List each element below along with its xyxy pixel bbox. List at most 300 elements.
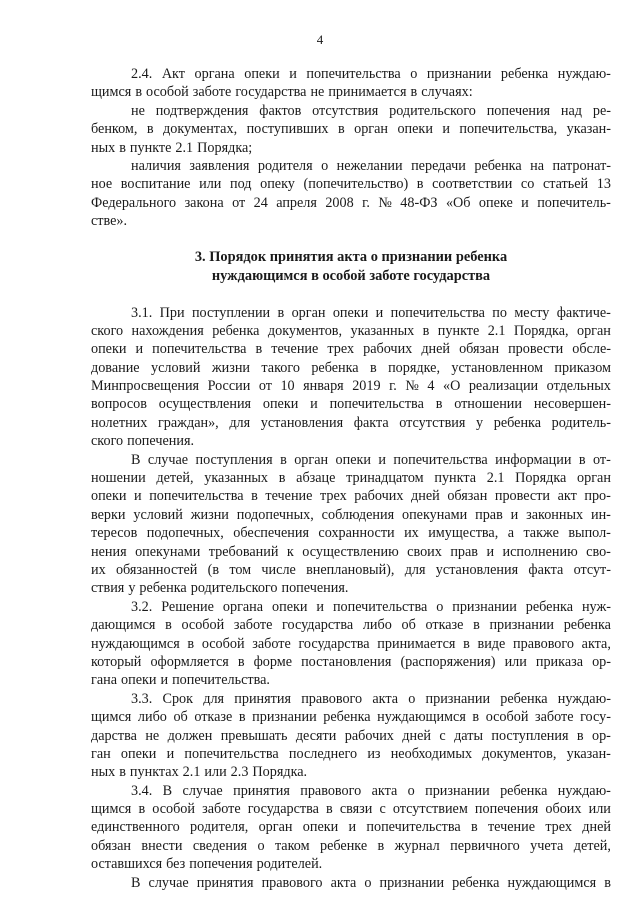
text-line xyxy=(91,800,611,818)
word: с xyxy=(439,727,446,744)
word: в xyxy=(416,176,424,193)
word: месту xyxy=(514,304,550,321)
word: передачи xyxy=(411,157,466,174)
text-line xyxy=(91,671,611,689)
word: попечительства xyxy=(149,488,244,505)
word: в xyxy=(251,488,258,505)
word: указан- xyxy=(566,121,611,138)
word: в xyxy=(277,304,285,321)
word: осуществлению xyxy=(302,543,399,560)
word: и xyxy=(348,819,357,836)
word: и xyxy=(160,672,169,689)
text-line xyxy=(91,304,611,322)
word: со xyxy=(520,176,535,193)
word: ского xyxy=(91,322,124,339)
word: о xyxy=(408,690,416,707)
word: осуществления xyxy=(158,396,252,413)
text-line xyxy=(91,65,611,83)
word: признании xyxy=(489,617,555,634)
page-number: 4 xyxy=(316,32,324,47)
word: сохранности xyxy=(318,525,395,542)
word: 3.3. xyxy=(131,690,153,707)
word: поступления xyxy=(195,451,273,468)
word: прав xyxy=(450,543,479,560)
word: тересов xyxy=(91,525,138,542)
paragraph xyxy=(91,102,611,157)
word: в xyxy=(370,359,377,376)
word: пункта xyxy=(434,470,477,487)
word: опеки xyxy=(397,121,433,138)
word: 2.4. xyxy=(131,66,153,82)
text-line xyxy=(91,212,611,230)
word: или xyxy=(199,176,222,193)
word: ношении xyxy=(91,470,146,487)
word: опеки xyxy=(91,341,127,358)
word: или xyxy=(588,801,611,818)
word: прав xyxy=(475,506,503,523)
word: Порядка; xyxy=(197,139,253,156)
word: у xyxy=(476,414,484,431)
word: дающимся xyxy=(91,617,156,634)
word: сведения xyxy=(192,837,248,854)
word: органа xyxy=(194,66,235,82)
word: случае xyxy=(182,782,223,799)
word: в xyxy=(238,709,246,726)
word: пунктах xyxy=(129,764,179,781)
paragraph xyxy=(91,782,611,874)
word: нахождения xyxy=(131,322,204,339)
word: попечительства xyxy=(306,66,401,82)
word: (попечительство) xyxy=(303,176,409,193)
word: 2.1 xyxy=(486,470,505,487)
word: условий xyxy=(133,506,183,523)
word: опеке xyxy=(478,194,513,211)
word: орган xyxy=(258,819,293,836)
word: от xyxy=(232,194,246,211)
word: единственного xyxy=(91,819,180,836)
word: ор- xyxy=(591,727,611,744)
word: признании xyxy=(252,709,317,726)
word: ствия xyxy=(91,580,125,597)
word: журнал xyxy=(394,837,440,854)
paragraph xyxy=(91,157,611,231)
word: ребенка xyxy=(563,617,611,634)
word: № xyxy=(378,194,392,211)
word: ребенка xyxy=(525,598,574,615)
word: установления xyxy=(260,414,344,431)
word: в xyxy=(435,396,443,413)
word: в xyxy=(237,653,245,670)
word: № xyxy=(405,378,419,395)
word: отдельных xyxy=(546,378,611,395)
word: оформляется xyxy=(150,653,229,670)
word: акта, xyxy=(581,635,611,652)
word: десяти xyxy=(295,727,337,744)
word: не xyxy=(131,102,145,119)
word: ор- xyxy=(592,653,611,670)
word: ин- xyxy=(591,506,611,523)
text-line xyxy=(91,579,611,597)
word: тринадцатом xyxy=(346,470,424,487)
word: ребенке xyxy=(319,837,368,854)
word: в xyxy=(280,451,287,468)
word: воспитание xyxy=(120,176,191,193)
text-line xyxy=(91,487,611,505)
word: провести xyxy=(508,341,564,358)
word: внеплановый), xyxy=(306,561,395,578)
word: и xyxy=(316,598,325,615)
text-line xyxy=(91,102,611,120)
word: родителя, xyxy=(190,819,249,836)
word: 48-ФЗ xyxy=(400,194,438,211)
word: их xyxy=(404,525,419,542)
heading-line: нуждающимся в особой заботе государства xyxy=(211,267,491,284)
word: признании xyxy=(425,690,491,707)
word: верки xyxy=(91,506,126,523)
word: в xyxy=(410,84,418,101)
word: 2.3 xyxy=(230,764,249,781)
word: рабочих xyxy=(363,341,413,358)
paragraph xyxy=(91,304,611,451)
word: не xyxy=(310,84,325,101)
word: 3.4. xyxy=(131,782,153,799)
word: в xyxy=(138,801,146,818)
word: признании xyxy=(452,598,517,615)
word: с xyxy=(379,801,386,818)
word: течение xyxy=(265,488,313,505)
word: ребенка xyxy=(500,690,548,707)
word: опеки xyxy=(332,304,369,321)
text-line xyxy=(91,598,611,616)
word: приказа xyxy=(535,653,584,670)
paragraph xyxy=(91,598,611,690)
word: орган xyxy=(576,322,611,339)
word: и xyxy=(521,194,529,211)
word: родитель- xyxy=(551,414,611,431)
text-line xyxy=(91,745,611,763)
word: принимается xyxy=(328,84,407,101)
word: пункте xyxy=(437,322,480,339)
word: опеки xyxy=(262,396,299,413)
word: нуждаю- xyxy=(557,690,611,707)
word: опекунами xyxy=(402,506,468,523)
word: щимся xyxy=(91,801,132,818)
word: Порядка xyxy=(515,470,567,487)
word: превышать xyxy=(220,727,288,744)
section-heading xyxy=(91,248,611,286)
word: акт xyxy=(557,488,577,505)
word: особой xyxy=(181,617,225,634)
text-line xyxy=(91,727,611,745)
word: ребенка xyxy=(311,359,359,376)
word: патронат- xyxy=(552,157,611,174)
word: рабочих xyxy=(354,488,404,505)
text-line xyxy=(91,524,611,542)
word: оставшихся xyxy=(91,856,163,873)
word: попечения xyxy=(486,102,551,119)
word: реализации xyxy=(468,378,539,395)
word: Срок xyxy=(162,690,194,707)
word: для xyxy=(404,561,426,578)
text-line xyxy=(91,635,611,653)
word: ребенка xyxy=(452,874,500,891)
word: о xyxy=(364,874,372,891)
word: отсутствия xyxy=(312,102,379,119)
word: в xyxy=(165,617,172,634)
word: признании xyxy=(379,874,445,891)
word: или xyxy=(504,653,527,670)
word: опеки xyxy=(272,598,308,615)
word: государства xyxy=(298,635,370,652)
word: дование xyxy=(91,359,140,376)
word: несовершен- xyxy=(533,396,611,413)
word: правового xyxy=(261,874,323,891)
word: о xyxy=(410,66,418,82)
word: (в xyxy=(207,561,220,578)
document-body xyxy=(91,65,611,892)
word: органа xyxy=(222,598,264,615)
text-line xyxy=(91,139,611,157)
word: пункте xyxy=(129,139,172,156)
word: факта xyxy=(353,414,389,431)
word: 2019 xyxy=(352,378,381,395)
word: опеки xyxy=(244,66,280,82)
word: требований xyxy=(208,543,279,560)
word: признании xyxy=(426,66,492,82)
word: Федерального xyxy=(91,194,177,211)
word: ре- xyxy=(592,102,611,119)
word: и xyxy=(310,396,318,413)
word: правового xyxy=(301,690,363,707)
word: который xyxy=(91,653,142,670)
word: трех xyxy=(327,341,355,358)
word: исполнению xyxy=(502,543,578,560)
text-line xyxy=(91,395,611,413)
text-line xyxy=(91,653,611,671)
word: у xyxy=(128,580,136,597)
word: о xyxy=(321,157,329,174)
text-line xyxy=(91,690,611,708)
word: щимся xyxy=(91,84,132,101)
text-line xyxy=(91,359,611,377)
text-line xyxy=(91,874,611,892)
word: учета xyxy=(530,837,564,854)
word: об xyxy=(401,617,416,634)
word: попечительства xyxy=(332,598,428,615)
word: особой xyxy=(146,84,189,101)
text-line xyxy=(91,157,611,175)
text-line xyxy=(91,83,611,101)
word: для xyxy=(203,690,225,707)
word: заботе xyxy=(233,617,273,634)
word: над xyxy=(560,102,583,119)
word: документов, xyxy=(482,745,557,762)
word: Минпросвещения xyxy=(91,378,200,395)
word: попечительства. xyxy=(172,672,270,689)
word: соблюдения xyxy=(321,506,395,523)
word: Порядка, xyxy=(513,322,569,339)
word: имущества, xyxy=(428,525,499,542)
word: фактов xyxy=(259,102,302,119)
word: ребенка xyxy=(493,414,542,431)
word: к xyxy=(286,543,294,560)
word: 24 xyxy=(253,194,268,211)
word: в xyxy=(473,617,480,634)
word: таком xyxy=(274,837,310,854)
word: подопечных, xyxy=(146,525,224,542)
word: попечительства xyxy=(184,745,279,762)
text-line xyxy=(91,616,611,634)
word: опеки xyxy=(335,451,371,468)
word: апреля xyxy=(276,194,317,211)
word: отказе xyxy=(194,709,233,726)
word: установленном xyxy=(451,359,544,376)
word: опеки xyxy=(121,672,157,689)
word: в xyxy=(119,764,126,781)
text-line xyxy=(91,855,611,873)
paragraph xyxy=(91,874,611,892)
word: правового xyxy=(513,635,574,652)
word: внести xyxy=(141,837,183,854)
word: обеспечения xyxy=(233,525,309,542)
word: попечительства xyxy=(393,451,488,468)
word: орган xyxy=(291,304,326,321)
word: рабочих xyxy=(344,727,394,744)
word: жизни xyxy=(190,506,229,523)
word: закона xyxy=(184,194,224,211)
word: обязан xyxy=(91,837,131,854)
text-line xyxy=(91,432,611,450)
word: в xyxy=(187,635,195,652)
word: в xyxy=(326,801,333,818)
word: и xyxy=(375,304,384,321)
word: 2008 xyxy=(325,194,354,211)
word: ган xyxy=(91,745,111,762)
word: в xyxy=(576,727,584,744)
word: орган xyxy=(354,121,388,138)
word: попечения xyxy=(189,856,253,873)
word: опеки xyxy=(91,488,127,505)
word: дней xyxy=(402,727,431,744)
text-line xyxy=(91,506,611,524)
heading-line: 3. Порядок принятия акта о признании ребенка xyxy=(194,248,508,265)
word: о xyxy=(436,598,444,615)
word: государства xyxy=(247,801,319,818)
word: течение xyxy=(271,341,319,358)
word: 2.1 xyxy=(182,764,201,781)
word: нения xyxy=(91,543,127,560)
word: от xyxy=(258,378,272,395)
word: г. xyxy=(362,194,370,211)
word: ребенка xyxy=(212,322,260,339)
word: в xyxy=(578,451,586,468)
text-line xyxy=(91,175,611,193)
word: принятия xyxy=(233,782,290,799)
word: документах, xyxy=(163,121,238,138)
word: и xyxy=(442,121,450,138)
text-line xyxy=(91,194,611,212)
word: попечительства xyxy=(366,819,461,836)
word: дней xyxy=(421,341,451,358)
word: 2.1 xyxy=(487,322,506,339)
text-line xyxy=(91,763,611,781)
text-line xyxy=(91,561,611,579)
word: государства xyxy=(235,84,307,101)
word: выпол- xyxy=(568,525,611,542)
word: виде xyxy=(477,635,506,652)
word: указанных xyxy=(350,322,415,339)
word: щимся xyxy=(91,709,132,726)
word: 4 xyxy=(427,378,435,395)
word: заявления xyxy=(189,157,250,174)
word: законных xyxy=(526,506,584,523)
word: трех xyxy=(320,488,347,505)
word: акта xyxy=(330,874,357,891)
word: ребенка xyxy=(323,709,371,726)
word: 13 xyxy=(596,176,611,193)
word: наличия xyxy=(131,157,181,174)
word: течение xyxy=(487,819,536,836)
word: и xyxy=(378,451,386,468)
word: попечительства xyxy=(329,396,424,413)
word: в xyxy=(278,470,286,487)
word: числе xyxy=(261,561,296,578)
word: в xyxy=(337,121,345,138)
word: также xyxy=(523,525,559,542)
word: случаях: xyxy=(421,84,473,101)
word: стве». xyxy=(91,213,128,230)
word: форме xyxy=(253,653,293,670)
word: нолетних xyxy=(91,414,148,431)
text-line xyxy=(91,543,611,561)
word: опекунами xyxy=(135,543,201,560)
word: поступления xyxy=(491,727,569,744)
word: должен xyxy=(167,727,213,744)
word: признании xyxy=(425,782,490,799)
word: нуж- xyxy=(581,598,611,615)
word: акта xyxy=(372,690,399,707)
word: трех xyxy=(545,819,572,836)
word: или xyxy=(204,764,227,781)
word: указан- xyxy=(566,745,611,762)
word: обсле- xyxy=(572,341,611,358)
word: необходимых xyxy=(390,745,473,762)
word: связи xyxy=(339,801,373,818)
word: ребенка xyxy=(474,157,522,174)
word: попечительства, xyxy=(459,121,558,138)
word: орган xyxy=(294,451,329,468)
word: либо xyxy=(137,709,167,726)
word: последнего xyxy=(288,745,358,762)
word: заботе xyxy=(252,635,291,652)
word: нуждающимся xyxy=(91,635,180,652)
word: заботе xyxy=(202,801,241,818)
text-line xyxy=(91,414,611,432)
word: В xyxy=(162,782,173,799)
word: родителя xyxy=(257,157,313,174)
word: В xyxy=(131,874,141,891)
word: приказом xyxy=(554,359,611,376)
word: ное xyxy=(91,176,113,193)
word: нуждаю- xyxy=(557,66,611,82)
word: отсутствием xyxy=(392,801,468,818)
word: в xyxy=(255,341,263,358)
word: отношении xyxy=(454,396,522,413)
word: При xyxy=(159,304,185,321)
word: опеку xyxy=(260,176,295,193)
word: бенком, xyxy=(91,121,138,138)
word: г. xyxy=(389,378,397,395)
